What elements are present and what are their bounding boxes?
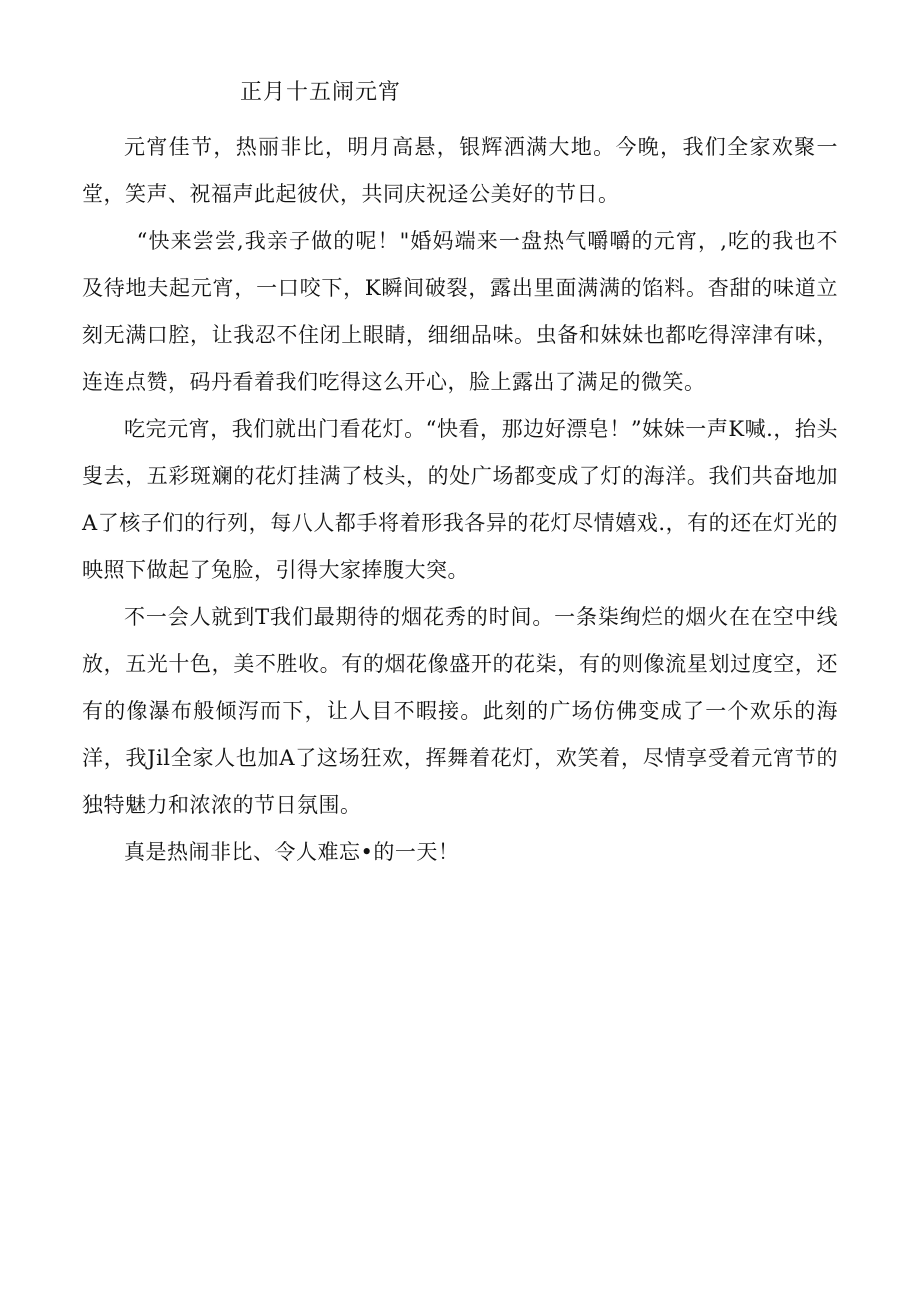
document-body xyxy=(82,124,838,876)
paragraph-4: 不一会人就到T我们最期待的烟花秀的时间。一条柒绚烂的烟火在在空中线放，五光十色，美不胜收。有的烟花像盛开的花柒，有的则像流星划过度空，还有的像瀑布般倾泻而下，让人目不暇接。此刻的广场仿佛变成了一个欢乐的海洋，我Jil全家人也加A了这场狂欢，挥舞着花灯，欢笑着，尽情享受着元宵节的独特魅力和浓浓的节日氛围。 xyxy=(82,605,838,817)
document-title: 正月十五闹元宵 xyxy=(240,80,402,105)
paragraph-2: “快来尝尝,我亲子做的呢！"婚妈端来一盘热气嚼嚼的元宵，,吃的我也不及待地夫起元宵，一口咬下，K瞬间破裂，露出里面满满的馅料。杳甜的味道立刻无满口腔，让我忍不住闭上眼睛，细细品味。虫备和妹妹也都吃得滓津有味，连连点赞，码丹看着我们吃得这么开心，脸上露出了满足的微笑。 xyxy=(82,229,838,394)
paragraph-3: 吃完元宵，我们就出门看花灯。“快看，那边好漂皂！”妹妹一声K喊.，抬头叟去，五彩斑斓的花灯挂满了枝头，的处广场都变成了灯的海洋。我们共奋地加A了核子们的行列，每八人都手将着形我各异的花灯尽情嬉戏.，有的还在灯光的映照下做起了兔脸，引得大家捧腹大突。 xyxy=(82,417,838,582)
paragraph-1: 元宵佳节，热丽非比，明月高悬，银辉洒满大地。今晚，我们全家欢聚一堂，笑声、祝福声此起彼伏，共同庆祝迳公美好的节日。 xyxy=(82,135,838,206)
paragraph-5: 真是热闹非比、令人难忘•的一天！ xyxy=(124,840,460,864)
